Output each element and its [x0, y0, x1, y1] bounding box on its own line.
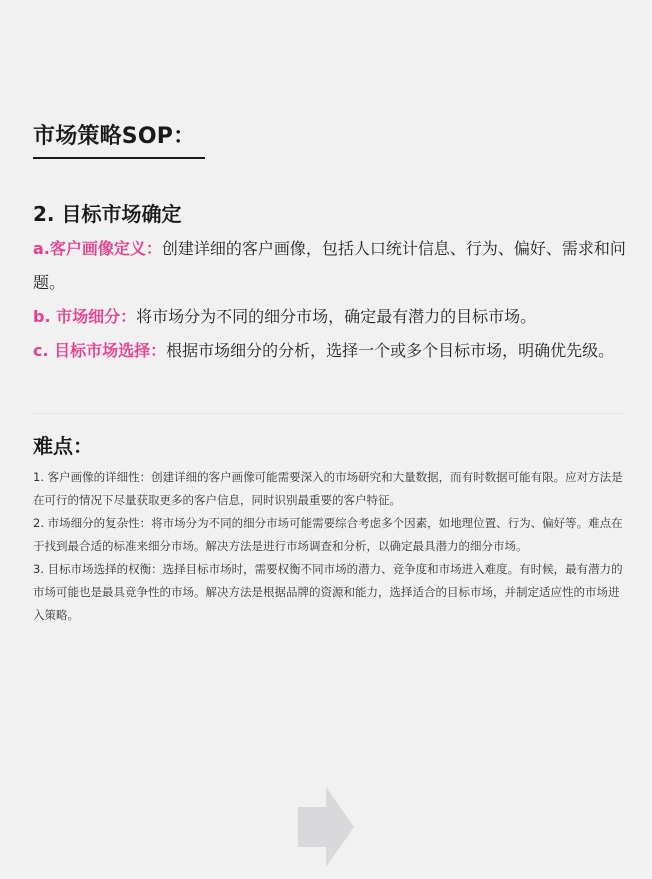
definition-label: c. 目标市场选择： [33, 341, 167, 360]
definition-text: 根据市场细分的分析，选择一个或多个目标市场，明确优先级。 [166, 341, 615, 360]
definition-item-market-segmentation [33, 300, 633, 334]
arrow-right-icon[interactable] [296, 785, 356, 869]
definition-text: 创建详细的客户画像，包括人口统计信息、行为、偏好、需求和问题。 [33, 239, 626, 292]
definition-text: 将市场分为不同的细分市场，确定最有潜力的目标市场。 [136, 307, 537, 326]
definition-label: a.客户画像定义： [33, 239, 162, 258]
definition-label: b. 市场细分： [33, 307, 137, 326]
definition-item-target-market-selection [33, 334, 633, 368]
section-divider [33, 413, 623, 414]
difficulty-item: 3. 目标市场选择的权衡：选择目标市场时，需要权衡不同市场的潜力、竞争度和市场进入难度。有时候，最有潜力的市场可能也是最具竞争性的市场。解决方法是根据品牌的资源和能力，选择适合的目标市场，并制定适应性的市场进入策略。 [33, 562, 623, 622]
page-title: 市场策略SOP： [33, 122, 205, 159]
section-heading: 2. 目标市场确定 [33, 202, 182, 226]
difficulty-item: 2. 市场细分的复杂性：将市场分为不同的细分市场可能需要综合考虑多个因素，如地理位置、行为、偏好等。难点在于找到最合适的标准来细分市场。解决方法是进行市场调查和分析，以确定最具潜力的细分市场。 [33, 516, 623, 553]
definition-item-customer-profile [33, 232, 633, 300]
definition-list [33, 232, 633, 368]
difficulties-list [33, 466, 623, 627]
difficulty-item: 1. 客户画像的详细性：创建详细的客户画像可能需要深入的市场研究和大量数据，而有时数据可能有限。应对方法是在可行的情况下尽量获取更多的客户信息，同时识别最重要的客户特征。 [33, 470, 623, 507]
difficulties-heading: 难点： [33, 434, 93, 458]
